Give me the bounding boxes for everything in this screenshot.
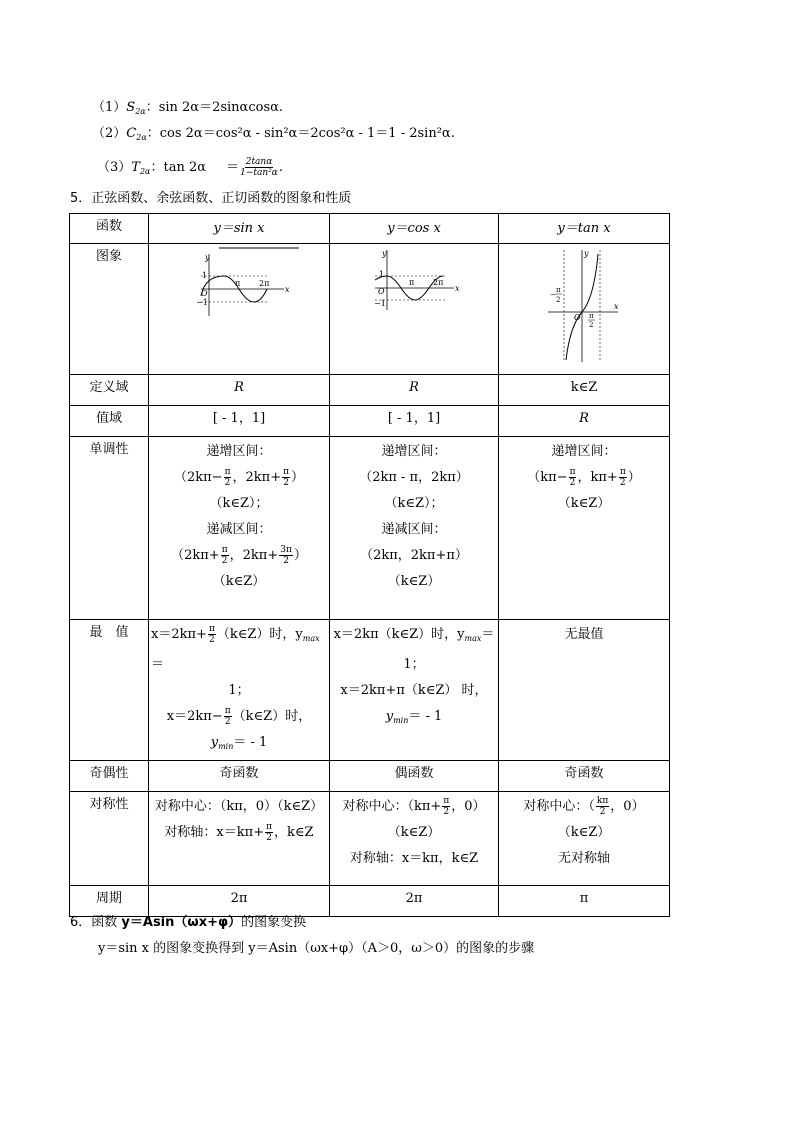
range-sin: [ - 1，1] [149,406,330,437]
mono-cos: 递增区间： （2kπ - π，2kπ） （k∈Z）； 递减区间： （2kπ，2kπ+π） （k∈Z） [330,437,499,620]
row-label-parity: 奇偶性 [70,761,149,792]
cos-one-label: 1 [379,270,385,279]
tan2a-fraction: $\frac{2\tan\alpha}{\text{1−tan²α}}$ [240,157,278,178]
sin-one-label: 1 [202,271,208,280]
sin-graph [179,246,299,326]
range-cos: [ - 1，1] [330,406,499,437]
header-sin: y＝sin x [149,214,330,244]
row-label-graph: 图象 [70,244,149,375]
extrema-cos: x＝2kπ（k∈Z）时，$y_{max}=1$； x＝2kπ+π（k∈Z） 时， $y_{min}= - 1$ [330,620,499,761]
domain-sin: R [149,375,330,406]
tan-right-two: 2 [589,321,594,329]
parity-tan: 奇函数 [499,761,670,792]
tan-origin-label: O [574,313,581,322]
tan-left-pi: π [556,286,561,294]
section-6-title: 6．函数 y＝Asin（ωx+φ）的图象变换 [70,915,307,930]
tan-left-two: 2 [556,296,561,304]
cos-pi-label: π [409,278,415,287]
domain-tan: k∈Z [499,375,670,406]
mono-sin: 递增区间： （2kπ− $\frac{\pi}{2}$ ，2kπ+ $\frac{\pi}{2}$ ） （k∈Z）； 递减区间： （2kπ+ $\frac{\pi}{2}$ ，2kπ+ $\frac{3\pi}{2}$ ） （k∈Z） [149,437,330,620]
cos-graph [359,246,469,326]
row-label-symmetry: 对称性 [70,792,149,886]
extrema-sin: x＝2kπ+ $\frac{\pi}{2}$ （k∈Z）时，$y_{max}=$ 1； x＝2kπ− $\frac{\pi}{2}$ （k∈Z）时， $y_{min}= - 1$ [149,620,330,761]
period-sin: 2π [149,886,330,917]
symmetry-tan: 对称中心：（ $\frac{k\pi}{2}$ ，0） （k∈Z） 无对称轴 [499,792,670,886]
symmetry-cos: 对称中心：（kπ+ $\frac{\pi}{2}$ ，0） （k∈Z） 对称轴：x＝kπ，k∈Z [330,792,499,886]
tan-y-label: y [584,249,589,258]
formula-s2a: $(1)S_{2\alpha}$：sin 2α＝2sinαcosα. [92,100,284,116]
header-cos: y＝cos x [330,214,499,244]
cos-2pi-label: 2π [433,278,444,287]
period-tan: π [499,886,670,917]
symmetry-sin: 对称中心：（kπ，0）（k∈Z） 对称轴：x＝kπ+ $\frac{\pi}{2}$ ，k∈Z [149,792,330,886]
row-label-period: 周期 [70,886,149,917]
cos-y-label: y [382,249,387,258]
tan-x-label: x [614,302,619,311]
sin-y-label: y [205,253,210,262]
range-tan: R [499,406,670,437]
sin-pi-label: π [235,279,241,288]
cos-graph-cell [330,244,499,375]
tan-graph [544,246,624,366]
parity-sin: 奇函数 [149,761,330,792]
row-label-monotonicity: 单调性 [70,437,149,620]
cos-x-label: x [455,284,460,293]
sin-neg-one-label: −1 [196,298,208,307]
parity-cos: 偶函数 [330,761,499,792]
formula-c2a: $(2)C_{2\alpha}$：cos 2α＝cos²α - sin²α＝2cos²α - 1＝1 - 2sin²α. [92,126,455,142]
section-5-title: 5．正弦函数、余弦函数、正切函数的图象和性质 [70,191,352,206]
row-label-range: 值域 [70,406,149,437]
cos-origin-label: O [378,287,385,296]
tan-right-pi: π [589,312,594,320]
header-tan: y＝tan x [499,214,670,244]
sin-origin-label: O [201,289,208,298]
sin-graph-cell [149,244,330,375]
domain-cos: R [330,375,499,406]
period-cos: 2π [330,886,499,917]
extrema-tan: 无最值 [499,620,670,761]
tan-graph-cell [499,244,670,375]
row-label-domain: 定义域 [70,375,149,406]
mono-tan: 递增区间： （kπ− $\frac{\pi}{2}$ ，kπ+ $\frac{\pi}{2}$ ） （k∈Z） [499,437,670,620]
header-function: 函数 [70,214,149,244]
sin-x-label: x [285,285,290,294]
tan-left-minus: − [550,291,556,299]
cos-neg-one-label: −1 [374,299,386,308]
formula-t2a: $(3)T_{2\alpha}$：tan 2α ＝ $\frac{2\tan\alpha}{\text{1−tan²α}}$ . [97,157,284,178]
trig-properties-table [69,213,670,917]
sin-2pi-label: 2π [259,279,270,288]
section-6-body: y＝sin x 的图象变换得到 y＝Asin（ωx+φ）（A＞0，ω＞0）的图象的步骤 [98,941,535,956]
row-label-extrema: 最 值 [70,620,149,761]
